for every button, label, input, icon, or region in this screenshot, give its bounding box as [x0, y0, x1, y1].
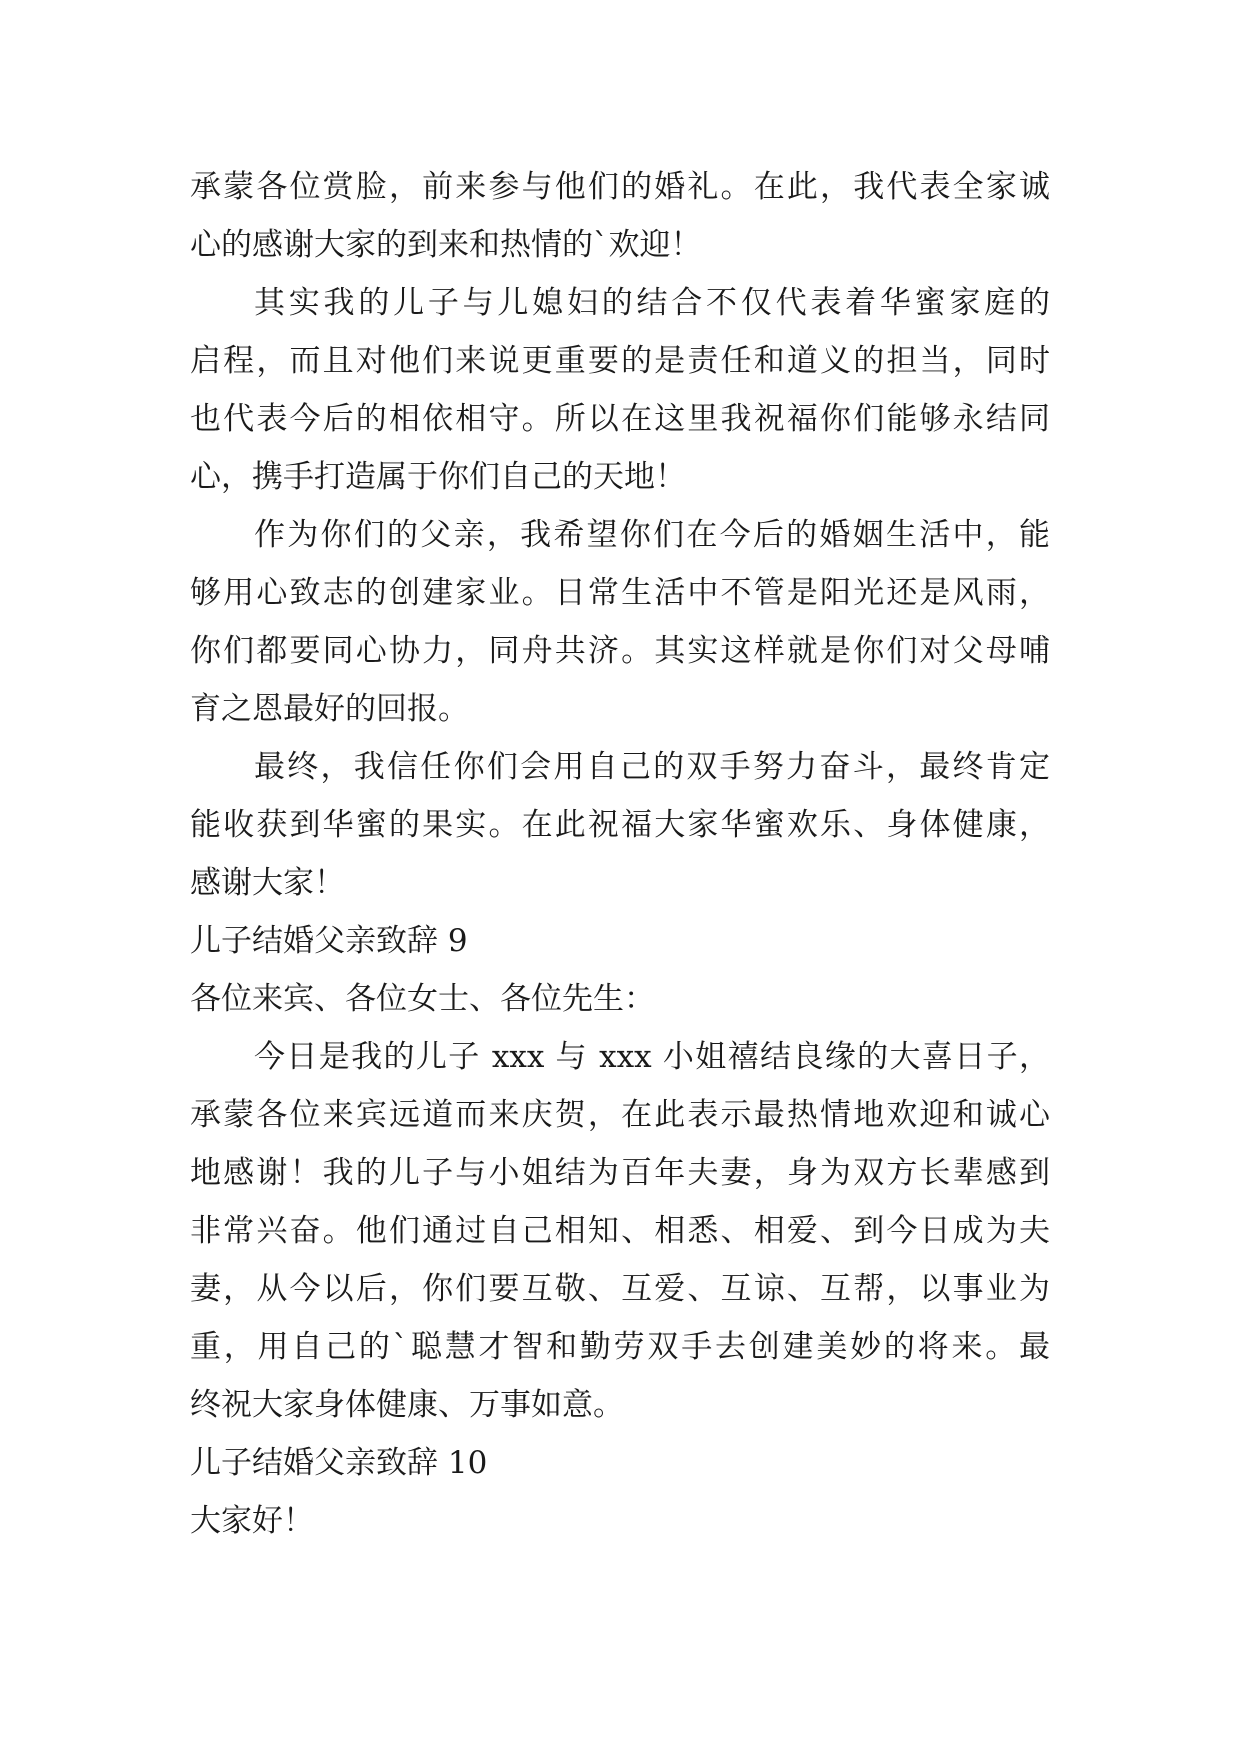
text-line: 心的感谢大家的到来和热情的`欢迎！ — [190, 227, 702, 263]
text-line: 心，携手打造属于你们自己的天地！ — [190, 459, 686, 495]
paragraph-2 — [190, 274, 1050, 506]
text-line: 能收获到华蜜的果实。在此祝福大家华蜜欢乐、身体健康， — [190, 807, 1050, 843]
text-line: 最终，我信任你们会用自己的双手努力奋斗，最终肯定 — [254, 749, 1050, 785]
text-line: 地感谢！我的儿子与小姐结为百年夫妻，身为双方长辈感到 — [190, 1155, 1050, 1191]
text-line: 作为你们的父亲，我希望你们在今后的婚姻生活中，能 — [254, 517, 1050, 553]
text-line: 启程，而且对他们来说更重要的是责任和道义的担当，同时 — [190, 343, 1050, 379]
text-line: 重，用自己的`聪慧才智和勤劳双手去创建美妙的将来。最 — [190, 1329, 1050, 1365]
text-line: 承蒙各位来宾远道而来庆贺，在此表示最热情地欢迎和诚心 — [190, 1097, 1050, 1133]
section-heading-9 — [190, 912, 1050, 970]
salutation-text: 各位来宾、各位女士、各位先生： — [190, 981, 655, 1017]
section-heading-10 — [190, 1434, 1050, 1492]
text-line: 够用心致志的创建家业。日常生活中不管是阳光还是风雨， — [190, 575, 1050, 611]
document-body — [190, 158, 1050, 1550]
section-title: 儿子结婚父亲致辞 10 — [190, 1445, 488, 1481]
paragraph-4 — [190, 738, 1050, 912]
paragraph-3 — [190, 506, 1050, 738]
paragraph-1 — [190, 158, 1050, 274]
section-title: 儿子结婚父亲致辞 9 — [190, 923, 468, 959]
salutation — [190, 970, 1050, 1028]
text-line: 非常兴奋。他们通过自己相知、相悉、相爱、到今日成为夫 — [190, 1213, 1050, 1249]
text-line: 育之恩最好的回报。 — [190, 691, 469, 727]
text-line: 你们都要同心协力，同舟共济。其实这样就是你们对父母哺 — [190, 633, 1050, 669]
text-line: 妻，从今以后，你们要互敬、互爱、互谅、互帮，以事业为 — [190, 1271, 1050, 1307]
text-line: 终祝大家身体健康、万事如意。 — [190, 1387, 624, 1423]
paragraph-5 — [190, 1028, 1050, 1434]
text-line: 也代表今后的相依相守。所以在这里我祝福你们能够永结同 — [190, 401, 1050, 437]
text-line: 感谢大家！ — [190, 865, 345, 901]
text-line: 其实我的儿子与儿媳妇的结合不仅代表着华蜜家庭的 — [254, 285, 1050, 321]
text-line: 承蒙各位赏脸，前来参与他们的婚礼。在此，我代表全家诚 — [190, 169, 1050, 205]
greeting — [190, 1492, 1050, 1550]
greeting-text: 大家好！ — [190, 1503, 314, 1539]
text-line: 今日是我的儿子 xxx 与 xxx 小姐禧结良缘的大喜日子， — [254, 1039, 1050, 1075]
